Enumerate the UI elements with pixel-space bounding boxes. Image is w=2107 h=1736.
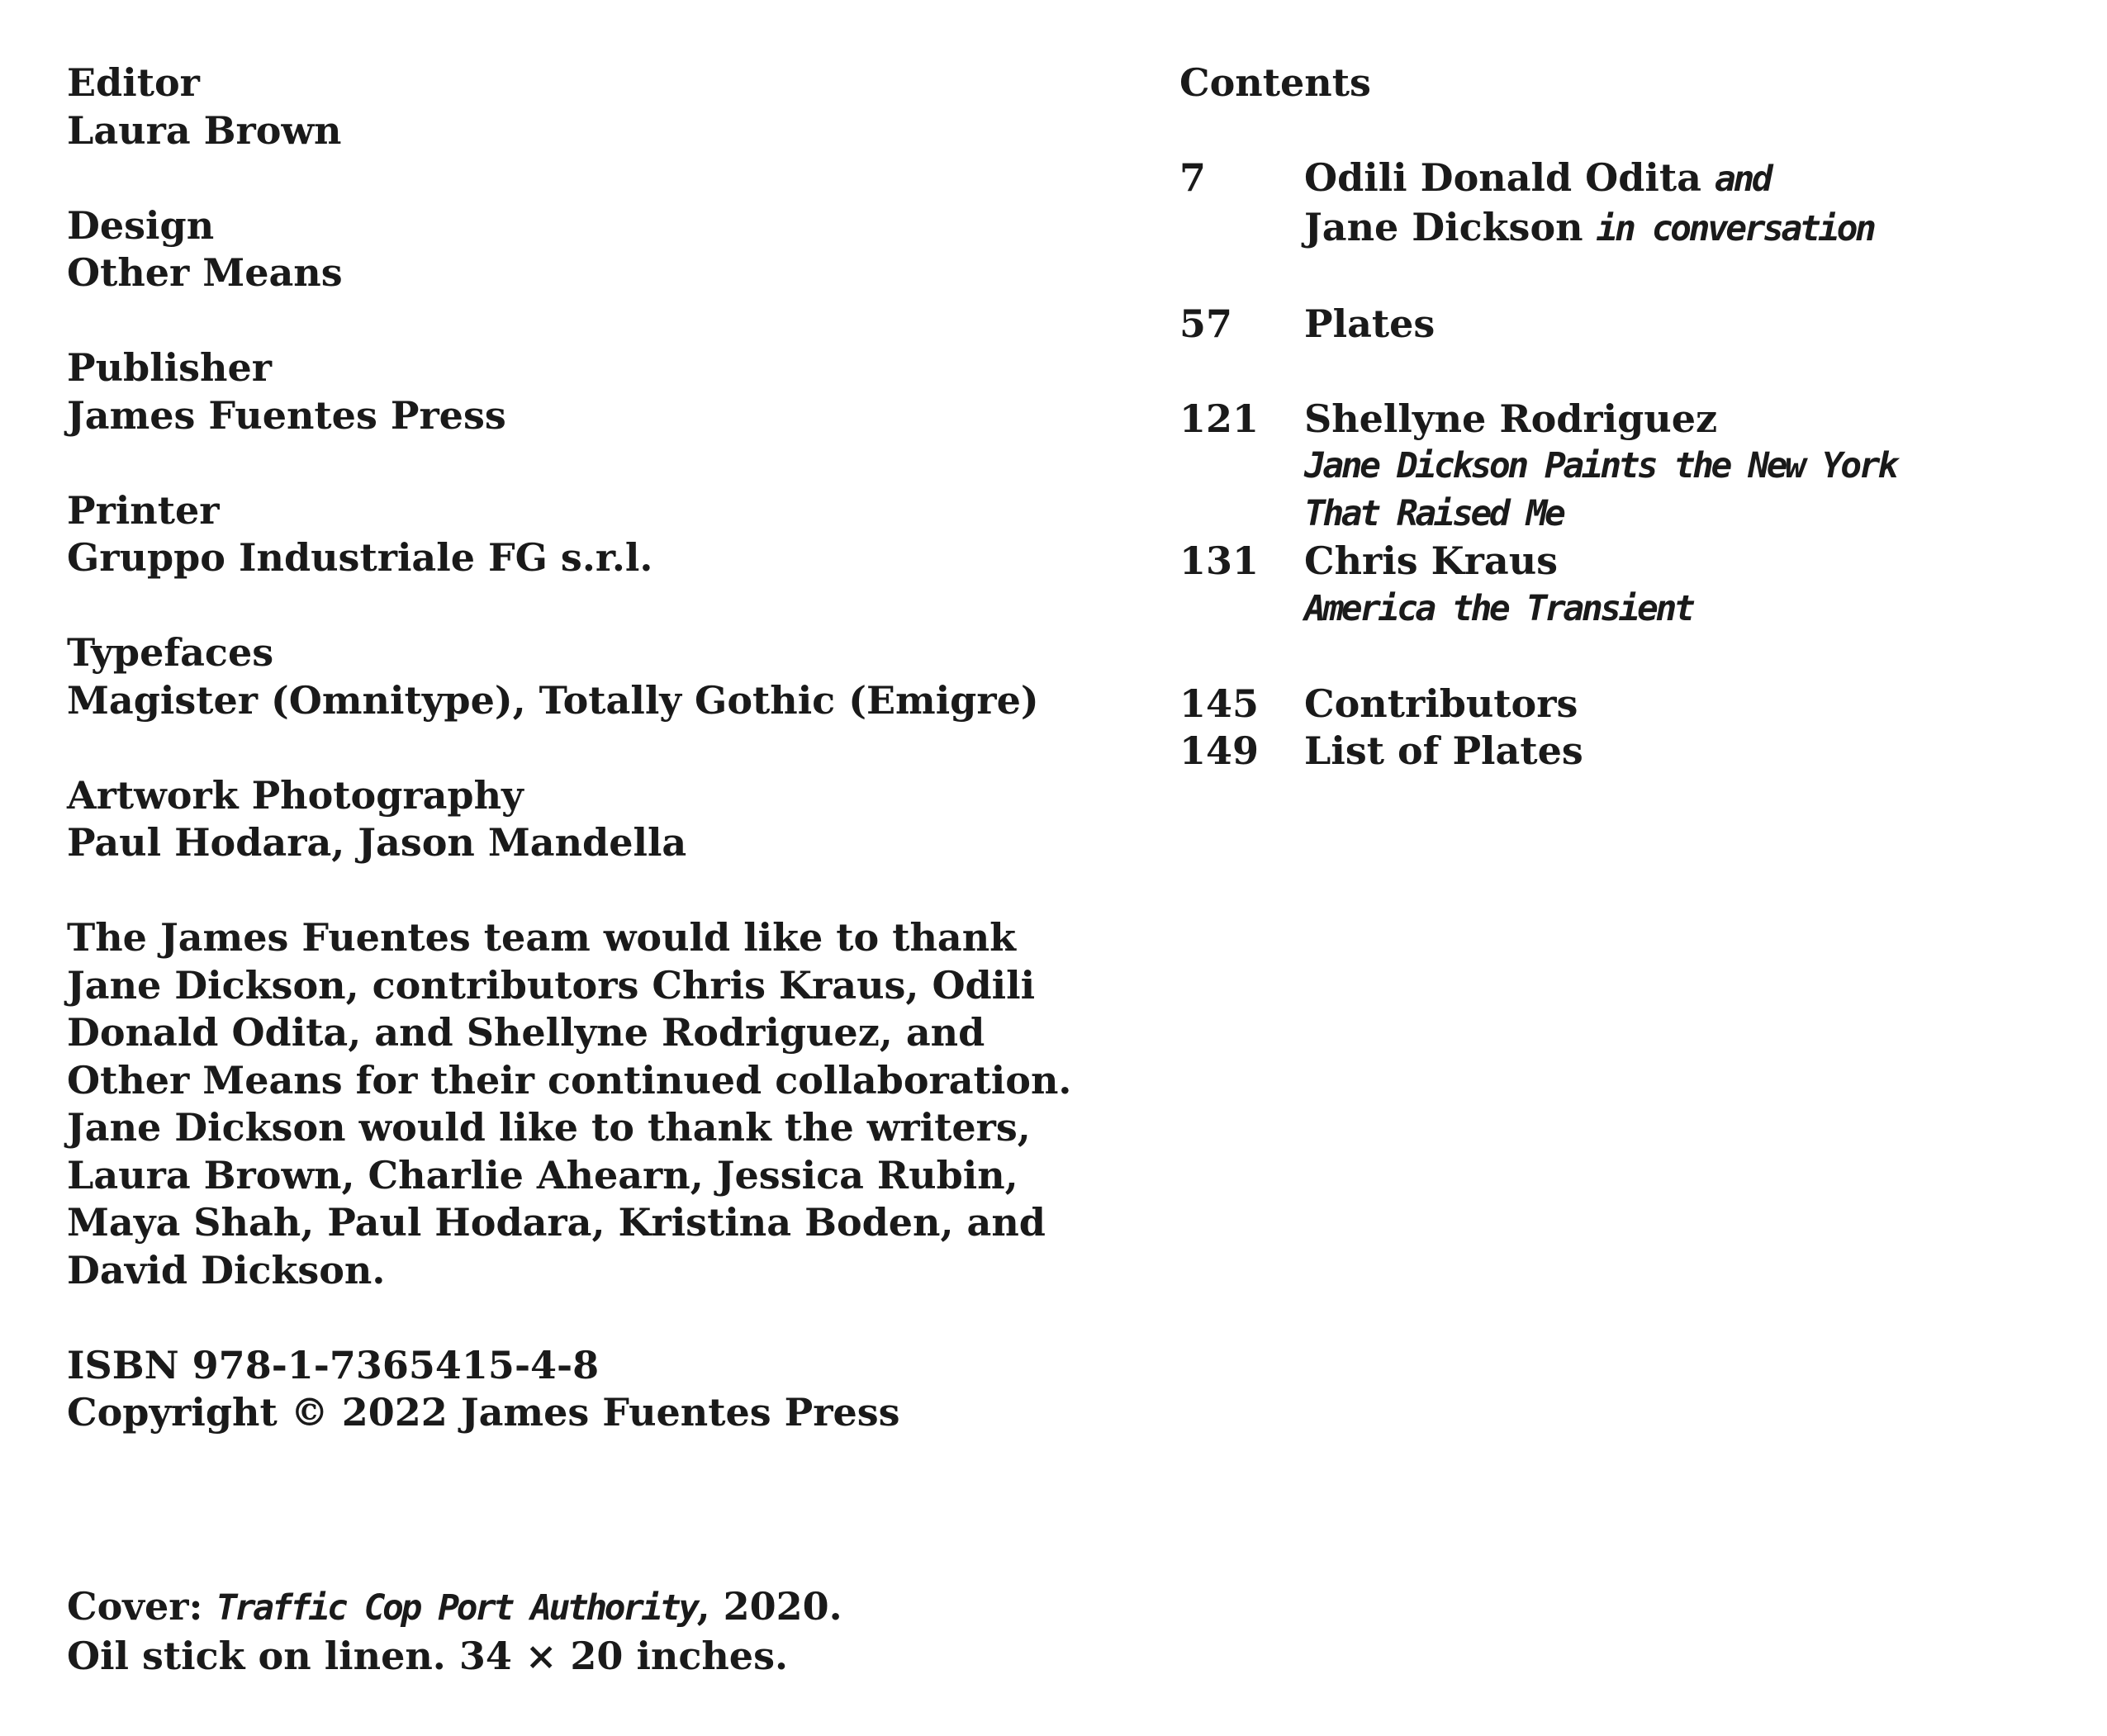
contents-heading: Contents bbox=[1179, 60, 1371, 105]
toc-page-number: 145 bbox=[1179, 681, 1260, 726]
toc-title-gothic: in conversation bbox=[1596, 207, 1874, 249]
acknowledgements-line: Laura Brown, Charlie Ahearn, Jessica Rubin, bbox=[67, 1152, 1018, 1198]
toc-page-number: 7 bbox=[1179, 155, 1207, 200]
toc-author: Chris Kraus bbox=[1304, 538, 1559, 583]
isbn: ISBN 978-1-7365415-4-8 bbox=[67, 1342, 600, 1387]
toc-essay-title: America the Transient bbox=[1304, 587, 1693, 629]
credit-value: James Fuentes Press bbox=[67, 392, 506, 438]
credit-value: Other Means bbox=[67, 250, 343, 295]
credit-value: Gruppo Industriale FG s.r.l. bbox=[67, 535, 653, 580]
toc-title: Contributors bbox=[1304, 681, 1578, 726]
toc-entry bbox=[1179, 728, 2071, 776]
acknowledgements-line: The James Fuentes team would like to thank bbox=[67, 915, 1017, 960]
toc-essay-title: Jane Dickson Paints the New York bbox=[1304, 445, 1896, 486]
credit-label: Design bbox=[67, 202, 215, 248]
toc-title-part: Jane Dickson bbox=[1304, 204, 1597, 249]
credit-editor bbox=[67, 59, 1017, 154]
acknowledgements-line: Jane Dickson would like to thank the writers, bbox=[67, 1105, 1031, 1150]
credit-publisher bbox=[67, 344, 1017, 439]
toc-entry bbox=[1179, 681, 2071, 728]
copyright: Copyright © 2022 James Fuentes Press bbox=[67, 1390, 900, 1435]
acknowledgements-line: Maya Shah, Paul Hodara, Kristina Boden, and bbox=[67, 1200, 1046, 1245]
acknowledgements-line: David Dickson. bbox=[67, 1247, 386, 1293]
credit-value: Magister (Omnitype), Totally Gothic (Emigre) bbox=[67, 677, 1039, 723]
credit-typefaces bbox=[67, 629, 1039, 724]
credit-label: Editor bbox=[67, 60, 200, 105]
toc-entry bbox=[1179, 538, 2071, 633]
credit-photography bbox=[67, 772, 1017, 867]
toc-essay-title: That Raised Me bbox=[1304, 492, 1564, 534]
credit-label: Printer bbox=[67, 487, 220, 533]
toc-author: Shellyne Rodriguez bbox=[1304, 396, 1718, 441]
toc-title-gothic: and bbox=[1714, 159, 1771, 200]
table-of-contents bbox=[1179, 59, 2071, 776]
credit-printer bbox=[67, 487, 1017, 582]
cover-artwork-title: Traffic Cop Port Authority bbox=[216, 1587, 697, 1629]
credit-value: Paul Hodara, Jason Mandella bbox=[67, 820, 687, 865]
toc-title: List of Plates bbox=[1304, 728, 1583, 773]
toc-title: Plates bbox=[1304, 301, 1436, 346]
credit-label: Typefaces bbox=[67, 630, 274, 675]
credit-design bbox=[67, 202, 1017, 297]
credit-label: Publisher bbox=[67, 345, 272, 390]
toc-entry bbox=[1179, 301, 2071, 349]
toc-entry bbox=[1179, 396, 2071, 538]
toc-title-line bbox=[1304, 154, 2071, 204]
credit-label: Artwork Photography bbox=[67, 772, 524, 818]
toc-page-number: 121 bbox=[1179, 396, 1260, 441]
toc-title-line bbox=[1304, 204, 2071, 254]
toc-entry bbox=[1179, 154, 2071, 253]
acknowledgements-line: Jane Dickson, contributors Chris Kraus, Odili bbox=[67, 962, 1036, 1008]
toc-page-number: 131 bbox=[1179, 538, 1260, 583]
credit-value: Laura Brown bbox=[67, 107, 342, 153]
cover-year: , 2020. bbox=[696, 1584, 842, 1629]
cover-title-line bbox=[67, 1583, 842, 1633]
acknowledgements-line: Other Means for their continued collaboration. bbox=[67, 1057, 1072, 1103]
cover-medium: Oil stick on linen. 34 × 20 inches. bbox=[67, 1633, 788, 1678]
colophon bbox=[67, 59, 1072, 1484]
toc-title-part: Odili Donald Odita bbox=[1304, 155, 1715, 200]
legal-info bbox=[67, 1342, 1017, 1437]
toc-page-number: 57 bbox=[1179, 301, 1233, 346]
acknowledgements-line: Donald Odita, and Shellyne Rodriguez, and bbox=[67, 1010, 985, 1055]
cover-prefix: Cover: bbox=[67, 1584, 216, 1629]
cover-caption bbox=[67, 1583, 842, 1680]
acknowledgements-paragraph bbox=[67, 914, 1072, 1294]
toc-page-number: 149 bbox=[1179, 728, 1260, 773]
